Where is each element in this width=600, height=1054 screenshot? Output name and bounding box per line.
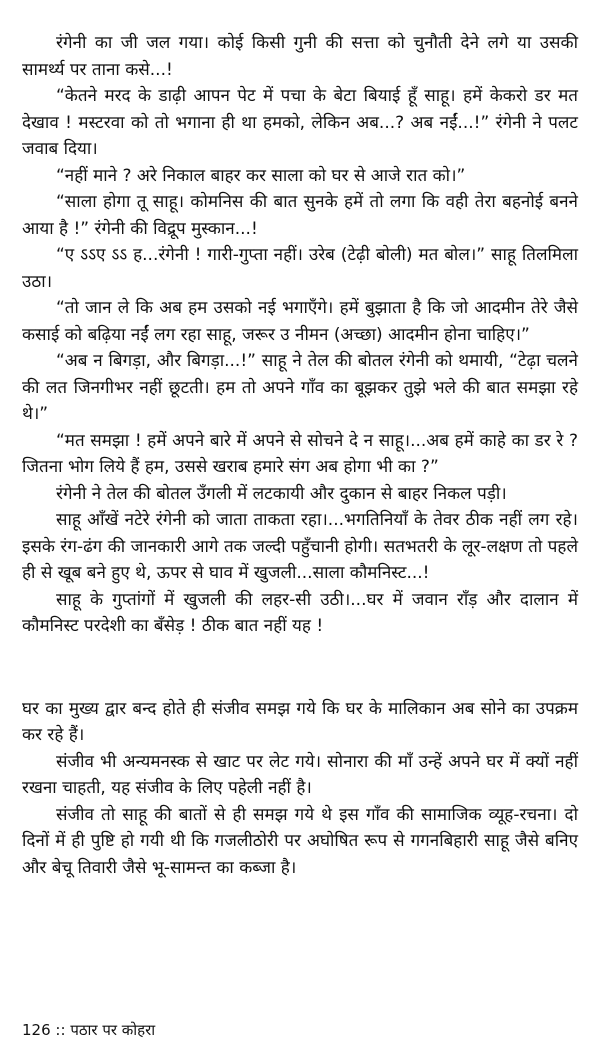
paragraph: “तो जान ले कि अब हम उसको नई भगाएँगे। हमें बुझाता है कि जो आदमीन तेरे जैसे कसाई को बढ़िया नईं लग रहा साहू, जरूर उ नीमन (अच्छा) आदमीन होना चाहिए।”: [22, 298, 578, 345]
paragraph: रंगेनी का जी जल गया। कोई किसी गुनी की सत्ता को चुनौती देने लगे या उसकी सामर्थ्य पर ताना कसे...!: [22, 33, 578, 80]
page-number: 126: [22, 1021, 51, 1039]
paragraph: “नहीं माने ? अरे निकाल बाहर कर साला को घर से आजे रात को।”: [56, 165, 466, 186]
section-break: [22, 640, 578, 696]
section-1: [22, 30, 578, 640]
section-2: [22, 696, 578, 882]
page-footer: [22, 1020, 155, 1040]
paragraph: “अब न बिगड़ा, और बिगड़ा...!” साहू ने तेल की बोतल रंगेनी को थमायी, “टेढ़ा चलने की लत जिनगीभर नहीं छूटती। हम तो अपने गाँव का बूझकर तुझे भले की बात समझा रहे थे।”: [22, 351, 578, 424]
paragraph: संजीव तो साहू की बातों से ही समझ गये थे इस गाँव की सामाजिक व्यूह-रचना। दो दिनों में ही पुष्टि हो गयी थी कि गजलीठोरी पर अघोषित रूप से गगनबिहारी साहू जैसे बनिए और बेचू तिवारी जैसे भू-सामन्त का कब्जा है।: [22, 804, 578, 878]
paragraph: “मत समझा ! हमें अपने बारे में अपने से सोचने दे न साहू।...अब हमें काहे का डर रे ? जितना भोग लिये हैं हम, उससे खराब हमारे संग अब होगा भी का ?”: [22, 430, 578, 477]
paragraph: “साला होगा तू साहू। कोमनिस की बात सुनके हमें तो लगा कि वही तेरा बहनोई बनने आया है !” रंगेनी की विद्रूप मुस्कान...!: [22, 192, 578, 239]
paragraph: साहू के गुप्तांगों में खुजली की लहर-सी उठी।...घर में जवान राँड़ और दालान में कौमनिस्ट परदेशी का बँसेड़ ! ठीक बात नहीं यह !: [22, 589, 578, 636]
paragraph: संजीव भी अन्यमनस्क से खाट पर लेट गये। सोनारा की माँ उन्हें अपने घर में क्यों नहीं रखना चाहती, यह संजीव के लिए पहेली नहीं है।: [22, 751, 578, 798]
footer-separator: ::: [55, 1021, 66, 1039]
paragraph: साहू आँखें नटेरे रंगेनी को जाता ताकता रहा।...भगतिनियाँ के तेवर ठीक नहीं लग रहे। इसके रंग-ढंग की जानकारी आगे तक जल्दी पहुँचानी होगी। सतभतरी के लूर-लक्षण तो पहले ही से खूब बने हुए थे, ऊपर से घाव में खुजली...साला कौमनिस्ट...!: [22, 510, 578, 583]
paragraph: “ए ऽऽए ऽऽ ह...रंगेनी ! गारी-गुप्ता नहीं। उरेब (टेढ़ी बोली) मत बोल।” साहू तिलमिला उठा।: [22, 245, 578, 292]
paragraph: “केतने मरद के डाढ़ी आपन पेट में पचा के बेटा बियाई हूँ साहू। हमें केकरो डर मत देखाव ! मस्टरवा को तो भगाना ही था हमको, लेकिन अब...? अब नईं...!” रंगेनी ने पलट जवाब दिया।: [22, 86, 578, 159]
paragraph: घर का मुख्य द्वार बन्द होते ही संजीव समझ गये कि घर के मालिकान अब सोने का उपक्रम कर रहे हैं।: [22, 698, 578, 745]
paragraph: रंगेनी ने तेल की बोतल उँगली में लटकायी और दुकान से बाहर निकल पड़ी।: [56, 483, 507, 504]
book-title: पठार पर कोहरा: [70, 1021, 156, 1039]
